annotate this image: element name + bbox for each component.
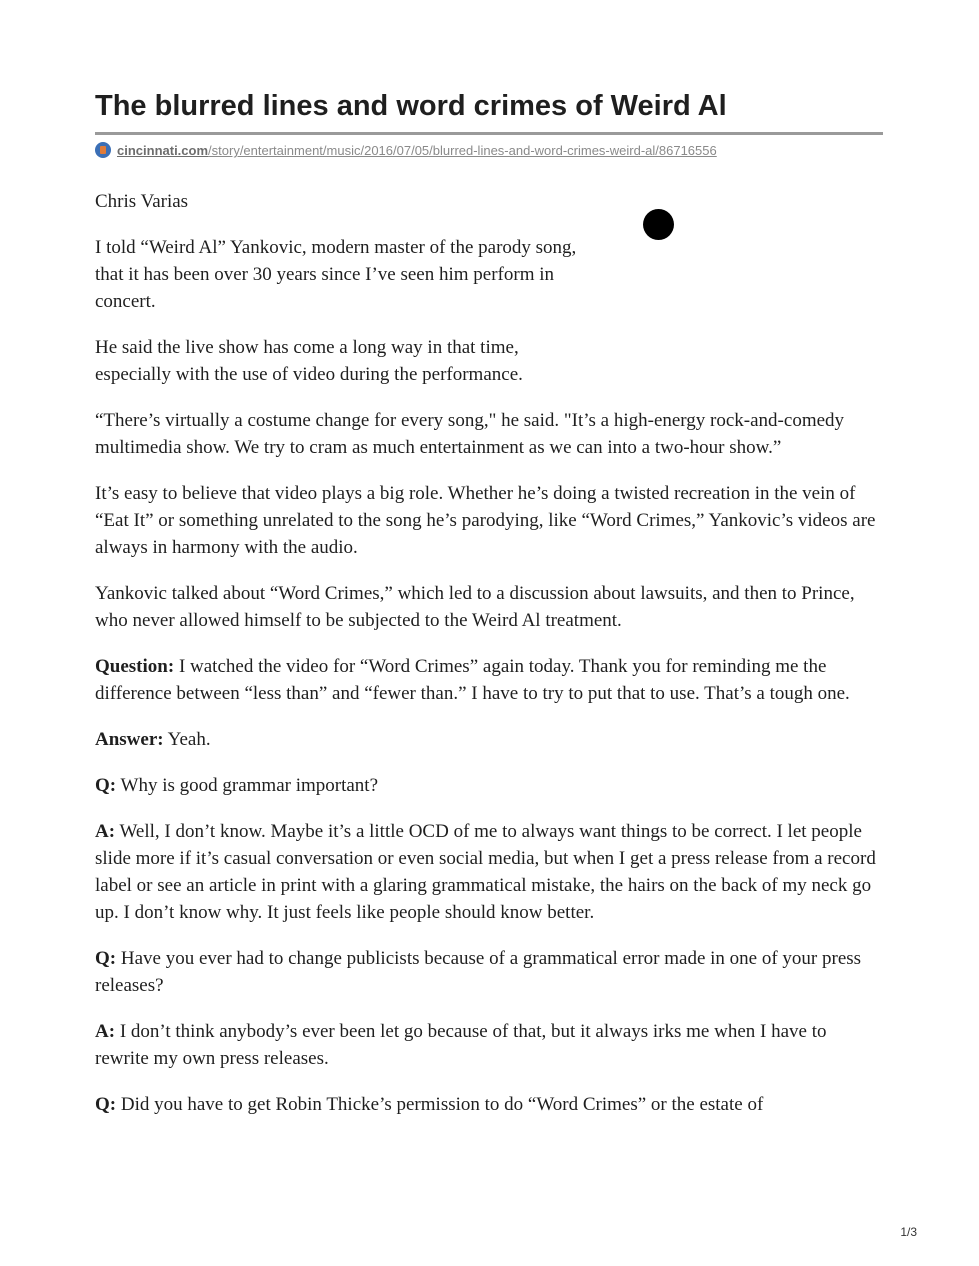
qa-text: Have you ever had to change publicists because of a grammatical error made in one of your press releases? bbox=[95, 948, 862, 996]
title-divider bbox=[95, 132, 883, 135]
qa-item bbox=[95, 653, 885, 707]
source-link[interactable] bbox=[95, 142, 717, 160]
qa-text: I don’t think anybody’s ever been let go because of that, but it always irks me when I have to rewrite my own press releases. bbox=[95, 1021, 827, 1069]
paragraph: Yankovic talked about “Word Crimes,” which led to a discussion about lawsuits, and then to Prince, who never allowed himself to be subjected to the Weird Al treatment. bbox=[95, 583, 855, 631]
qa-item bbox=[95, 772, 885, 799]
qa-text: Why is good grammar important? bbox=[116, 775, 379, 796]
qa-label: Question: bbox=[95, 656, 175, 677]
paragraph: I told “Weird Al” Yankovic, modern master of the parody song, that it has been over 30 years since I’ve seen him perform in concert. bbox=[95, 237, 577, 312]
site-favicon-icon bbox=[95, 142, 111, 158]
article-body bbox=[95, 188, 885, 1137]
qa-text: Yeah. bbox=[163, 729, 211, 750]
source-path[interactable]: /story/entertainment/music/2016/07/05/blurred-lines-and-word-crimes-weird-al/86716556 bbox=[208, 143, 717, 158]
qa-item bbox=[95, 1018, 885, 1072]
source-domain[interactable]: cincinnati.com bbox=[117, 143, 209, 158]
paragraph: He said the live show has come a long way in that time, especially with the use of video during the performance. bbox=[95, 337, 523, 385]
qa-label: Q: bbox=[95, 775, 117, 796]
paragraph: It’s easy to believe that video plays a big role. Whether he’s doing a twisted recreation in the vein of “Eat It” or something unrelated to the song he’s parodying, like “Word Crimes,” Yankovic’s videos are always in harmony with the audio. bbox=[95, 483, 876, 558]
author-byline: Chris Varias bbox=[95, 191, 189, 212]
qa-text: Well, I don’t know. Maybe it’s a little OCD of me to always want things to be correct. I let people slide more if it’s casual conversation or even social media, but when I get a press release from a record label or see an article in print with a glaring grammatical mistake, the hairs on the back of my neck go up. I don’t know why. It just feels like people should know better. bbox=[95, 821, 876, 923]
qa-label: A: bbox=[95, 821, 116, 842]
qa-item bbox=[95, 726, 885, 753]
qa-label: Q: bbox=[95, 948, 117, 969]
qa-text: I watched the video for “Word Crimes” again today. Thank you for reminding me the difference between “less than” and “fewer than.” I have to try to put that to use. That’s a tough one. bbox=[95, 656, 850, 704]
qa-label: Q: bbox=[95, 1094, 117, 1115]
qa-item bbox=[95, 818, 885, 926]
qa-label: A: bbox=[95, 1021, 116, 1042]
qa-text: Did you have to get Robin Thicke’s permission to do “Word Crimes” or the estate of bbox=[116, 1094, 764, 1115]
page-number: 1/3 bbox=[900, 1225, 917, 1239]
article-title: The blurred lines and word crimes of Weird Al bbox=[95, 90, 727, 122]
qa-item bbox=[95, 1091, 885, 1118]
paragraph: “There’s virtually a costume change for every song," he said. "It’s a high-energy rock-and-comedy multimedia show. We try to cram as much entertainment as we can into a two-hour show.” bbox=[95, 410, 845, 458]
qa-item bbox=[95, 945, 885, 999]
qa-label: Answer: bbox=[95, 729, 164, 750]
